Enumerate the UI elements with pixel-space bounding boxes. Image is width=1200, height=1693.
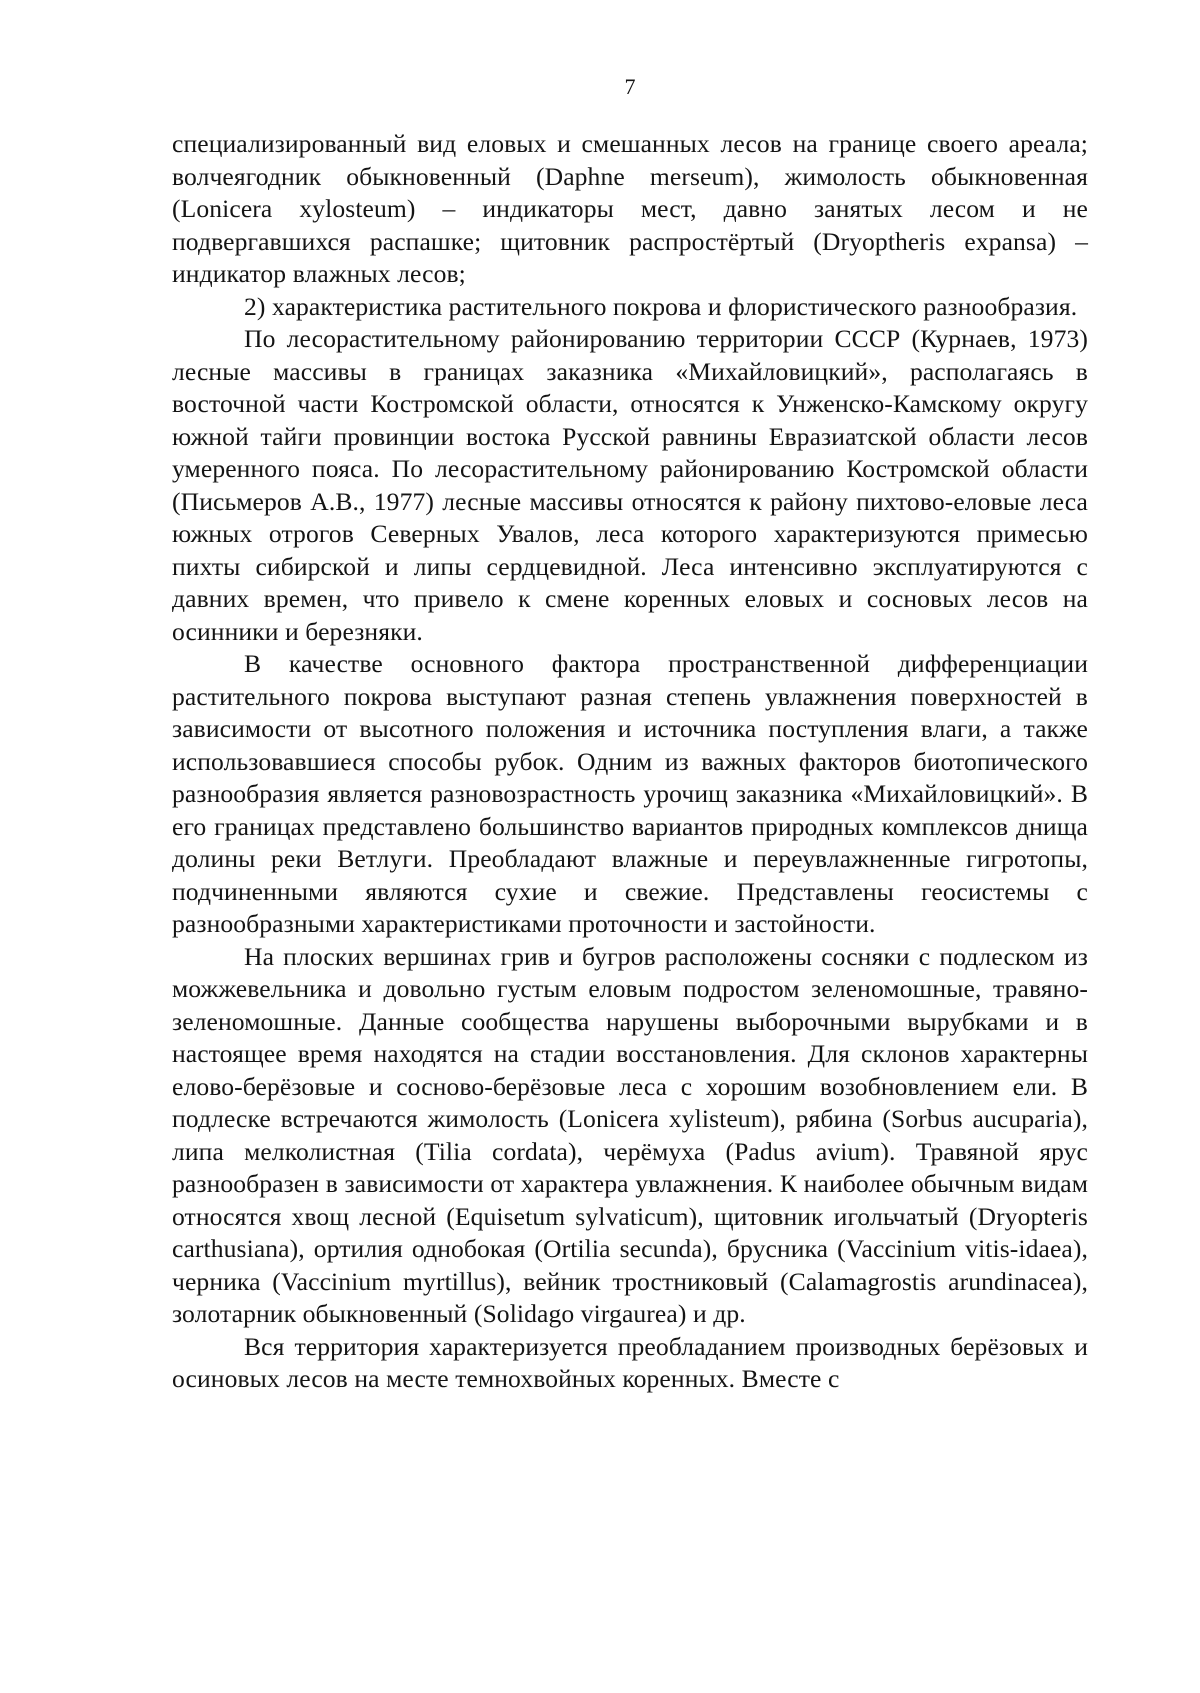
paragraph-territory-summary: Вся территория характеризуется преобладанием производных берёзовых и осиновых лесов на месте темнохвойных коренных. Вместе с [172, 1331, 1088, 1393]
page-number: 7 [624, 74, 636, 99]
document-body [172, 128, 1088, 1396]
paragraph-spatial-differentiation: В качестве основного фактора пространственной дифференциации растительного покрова выступают разная степень увлажнения поверхностей в зависимости от высотного положения и источника поступления влаги, а также использовавшиеся способы рубок. Одним из важных факторов биотопического разнообразия является разновозрастность урочищ заказника «Михайловицкий». В его границах представлено большинство вариантов природных комплексов днища долины реки Ветлуги. Преобладают влажные и переувлажненные гигротопы, подчиненными являются сухие и свежие. Представлены геосистемы с разнообразными характеристиками проточности и застойности. [172, 649, 1088, 938]
paragraph-forest-zoning: По лесорастительному районированию территории СССР (Курнаев, 1973) лесные массивы в границах заказника «Михайловицкий», располагаясь в восточной части Костромской области, относятся к Унженско-Камскому округу южной тайги провинции востока Русской равнины Евразиатской области лесов умеренного пояса. По лесорастительному районированию Костромской области (Письмеров А.В., 1977) лесные массивы относятся к району пихтово-еловые леса южных отрогов Северных Увалов, леса которого характеризуются примесью пихты сибирской и липы сердцевидной. Леса интенсивно эксплуатируются с давних времен, что привело к смене коренных еловых и сосновых лесов на осинники и березняки. [172, 324, 1088, 646]
paragraph-item-2-heading: 2) характеристика растительного покрова и флористического разнообразия. [244, 291, 1078, 321]
paragraph-pine-forests: На плоских вершинах грив и бугров расположены сосняки с подлеском из можжевельника и довольно густым еловым подростом зеленомошные, травяно-зеленомошные. Данные сообщества нарушены выборочными вырубками и в настоящее время находятся на стадии восстановления. Для склонов характерны елово-берёзовые и сосново-берёзовые леса с хорошим возобновлением ели. В подлеске встречаются жимолость (Lonicera xylisteum), рябина (Sorbus aucuparia), липа мелколистная (Tilia cordata), черёмуха (Padus avium). Травяной ярус разнообразен в зависимости от характера увлажнения. К наиболее обычным видам относятся хвощ лесной (Equisetum sylvaticum), щитовник игольчатый (Dryopteris carthusiana), ортилия однобокая (Ortilia secunda), брусника (Vaccinium vitis-idaea), черника (Vaccinium myrtillus), вейник тростниковый (Calamagrostis arundinacea), золотарник обыкновенный (Solidago virgaurea) и др. [172, 941, 1088, 1328]
paragraph-species-list-continuation: специализированный вид еловых и смешанных лесов на границе своего ареала; волчеягодник обыкновенный (Daphne merseum), жимолость обыкновенная (Lonicera xylosteum) – индикаторы мест, давно занятых лесом и не подвергавшихся распашке; щитовник распростёртый (Dryoptheris expansa) – индикатор влажных лесов; [172, 129, 1088, 288]
